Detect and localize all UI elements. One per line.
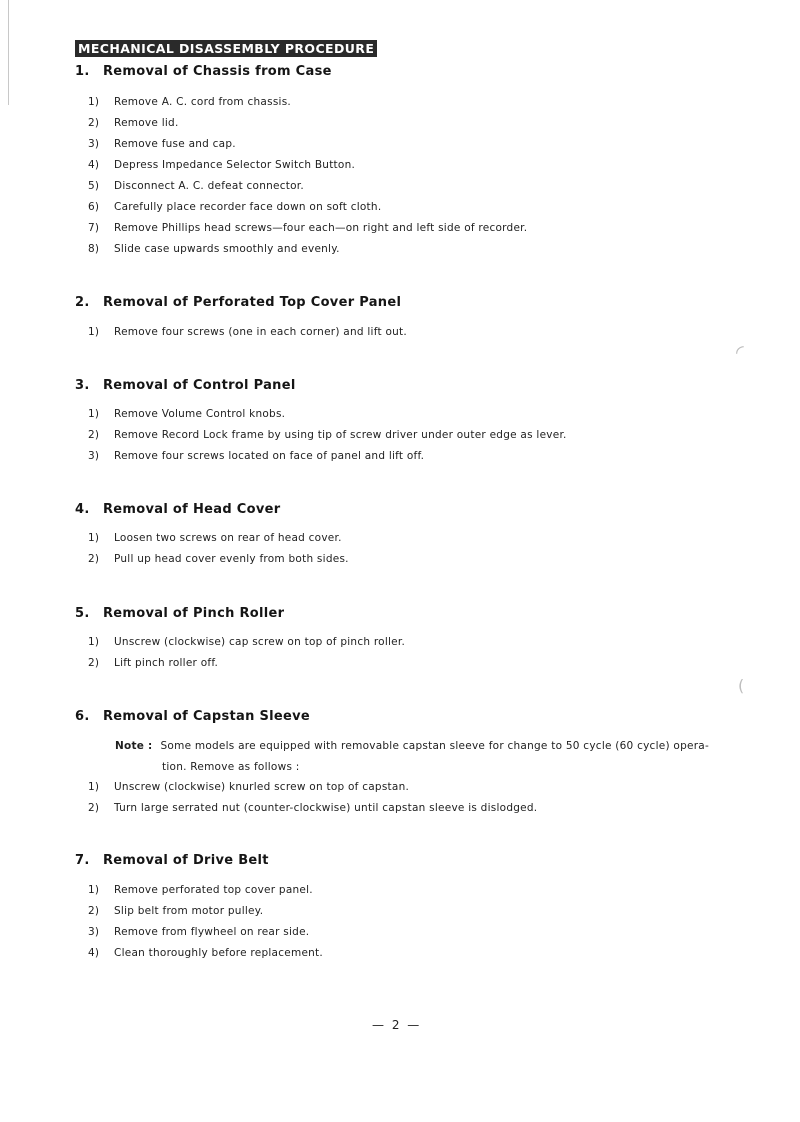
section-1-item-8: 8) Slide case upwards smoothly and evenly. [88, 243, 340, 255]
section-5-item-2: 2) Lift pinch roller off. [88, 657, 219, 669]
section-6-note-continued: tion. Remove as follows : [162, 761, 300, 773]
section-1-item-5: 5) Disconnect A. C. defeat connector. [88, 180, 304, 192]
section-3-title: 3. Removal of Control Panel [75, 378, 296, 393]
section-7-item-3: 3) Remove from flywheel on rear side. [88, 926, 310, 938]
section-7-item-4: 4) Clean thoroughly before replacement. [88, 947, 324, 959]
section-1-item-7: 7) Remove Phillips head screws—four each—on right and left side of recorder. [88, 222, 528, 234]
note-label: Note : [115, 740, 153, 752]
section-7-title: 7. Removal of Drive Belt [75, 853, 269, 868]
page-number: — 2 — [372, 1018, 422, 1032]
section-6-title: 6. Removal of Capstan Sleeve [75, 709, 311, 724]
scan-hole-mark: ( [738, 676, 745, 695]
section-3-item-3: 3) Remove four screws located on face of panel and lift off. [88, 450, 425, 462]
section-4-item-1: 1) Loosen two screws on rear of head cover. [88, 532, 342, 544]
section-2-item-1: 1) Remove four screws (one in each corner) and lift out. [88, 326, 407, 338]
section-1-title: 1. Removal of Chassis from Case [75, 64, 332, 79]
scan-hole-mark: ◜ [736, 340, 744, 364]
scan-edge-line [8, 0, 9, 105]
section-6-note: Note : Some models are equipped with removable capstan sleeve for change to 50 cycle (60 cycle) opera- [115, 740, 709, 752]
section-6-item-2: 2) Turn large serrated nut (counter-clockwise) until capstan sleeve is dislodged. [88, 802, 538, 814]
section-3-item-1: 1) Remove Volume Control knobs. [88, 408, 286, 420]
section-4-item-2: 2) Pull up head cover evenly from both sides. [88, 553, 349, 565]
section-4-title: 4. Removal of Head Cover [75, 502, 281, 517]
section-1-item-2: 2) Remove lid. [88, 117, 179, 129]
section-1-item-4: 4) Depress Impedance Selector Switch Button. [88, 159, 356, 171]
section-7-item-1: 1) Remove perforated top cover panel. [88, 884, 313, 896]
procedure-heading: MECHANICAL DISASSEMBLY PROCEDURE [75, 40, 377, 57]
section-1-item-6: 6) Carefully place recorder face down on soft cloth. [88, 201, 382, 213]
section-6-item-1: 1) Unscrew (clockwise) knurled screw on top of capstan. [88, 781, 410, 793]
section-3-item-2: 2) Remove Record Lock frame by using tip of screw driver under outer edge as lever. [88, 429, 567, 441]
section-5-title: 5. Removal of Pinch Roller [75, 606, 285, 621]
section-5-item-1: 1) Unscrew (clockwise) cap screw on top of pinch roller. [88, 636, 406, 648]
section-7-item-2: 2) Slip belt from motor pulley. [88, 905, 264, 917]
section-2-title: 2. Removal of Perforated Top Cover Panel [75, 295, 402, 310]
section-1-item-1: 1) Remove A. C. cord from chassis. [88, 96, 292, 108]
section-1-item-3: 3) Remove fuse and cap. [88, 138, 236, 150]
